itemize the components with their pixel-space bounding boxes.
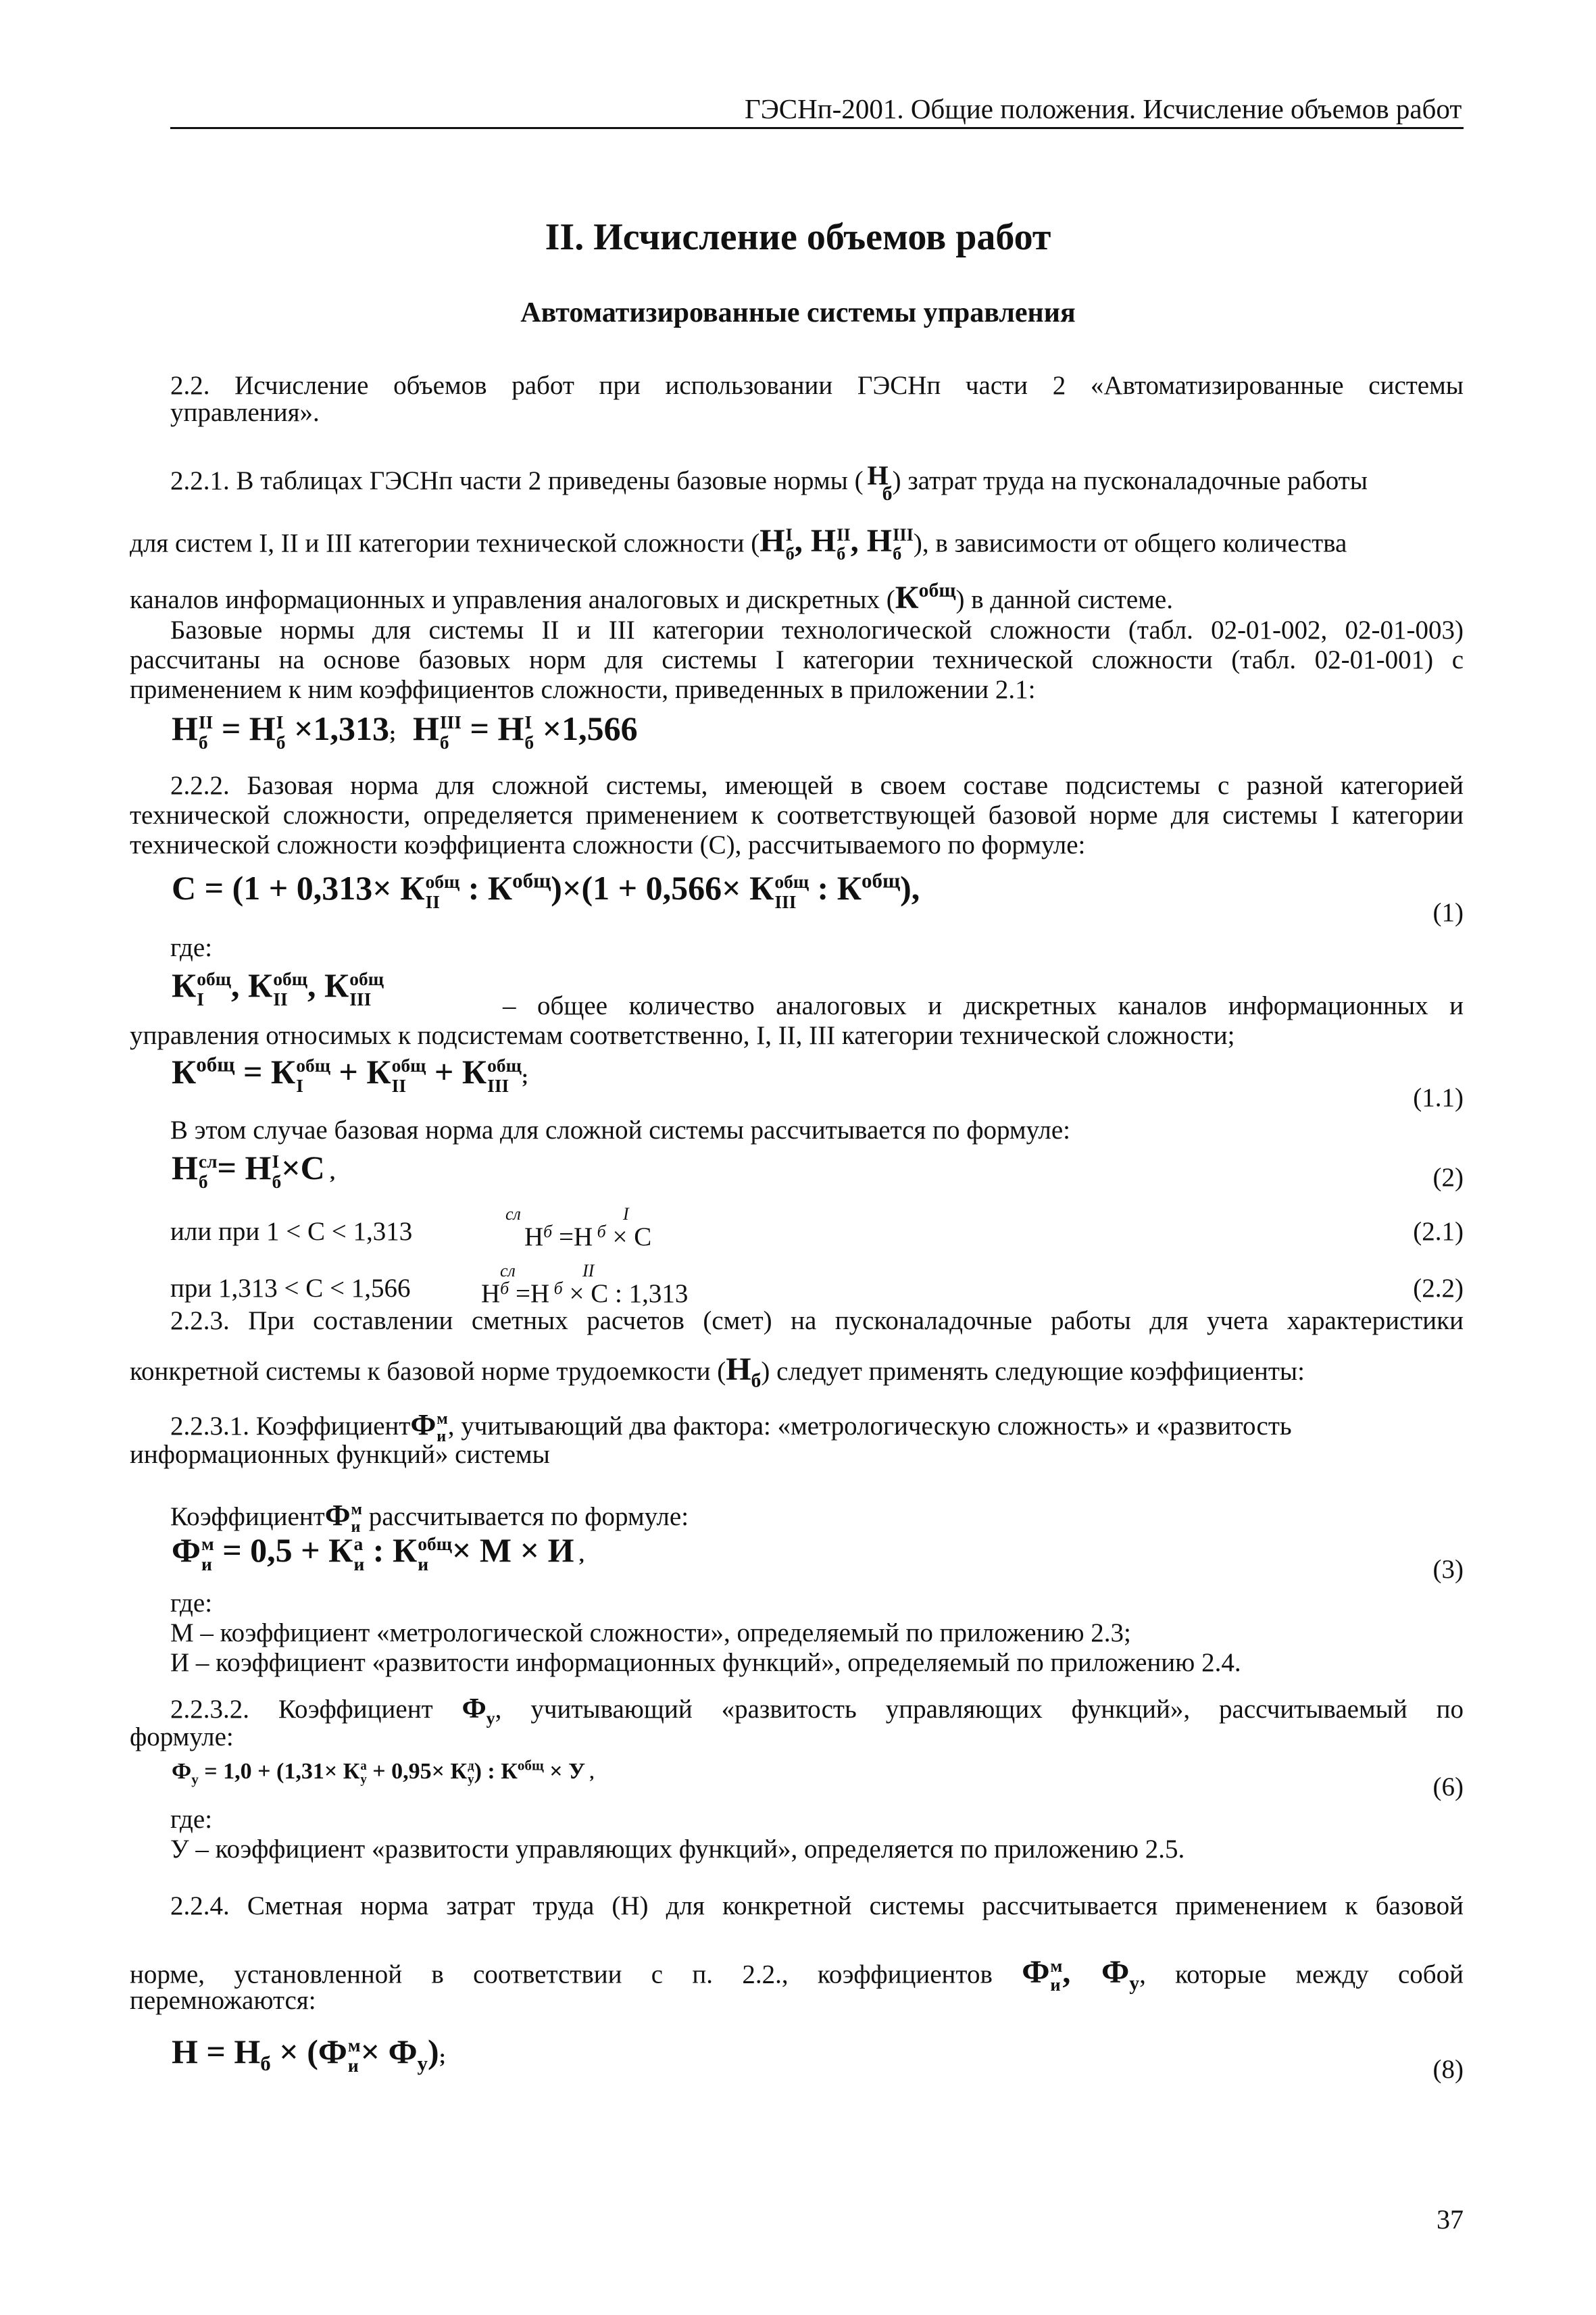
eq22-number: (2.2) bbox=[1413, 1274, 1464, 1303]
eq3-number: (3) bbox=[1432, 1555, 1464, 1584]
p2232-line2: формуле: bbox=[130, 1722, 234, 1751]
running-header: ГЭСНп-2001. Общие положения. Исчисление объемов работ bbox=[745, 93, 1462, 124]
formula-6: $Ф_у = 1,0 + (1,31\times К$ а у + 0,95× К д у ) : $К^{общ} \times У$ , bbox=[172, 1757, 595, 1787]
p221-line1 bbox=[170, 462, 1368, 504]
eq22-condition: при 1,313 < С < 1,566 bbox=[170, 1274, 411, 1303]
p222-line2: технической сложности, определяется применением к соответствующей базовой норме для системы I категории bbox=[130, 801, 1464, 830]
eq22-sup-b: II bbox=[582, 1261, 595, 1280]
p224-line1: 2.2.4. Сметная норма затрат труда (Н) для конкретной системы рассчитывается применением к базовой bbox=[170, 1891, 1464, 1920]
section-title: II. Исчисление объемов работ bbox=[545, 216, 1051, 258]
complex-system-text: В этом случае базовая норма для сложной системы рассчитывается по формуле: bbox=[170, 1116, 1070, 1145]
formula-3: Ф м и = 0,5 + К а и : К общ и × М × И , bbox=[172, 1531, 584, 1574]
p224-text-a: норме, установленной в соответствии с п. 2.2., коэффициентов bbox=[130, 1960, 993, 1989]
p221-line2 bbox=[130, 523, 1347, 564]
formula-base-norms: Н II б = Н I б ×1,313; Н III б = Н I б ×1,566 bbox=[172, 710, 638, 753]
p223-text-a: конкретной системы к базовой норме трудоемкости ( bbox=[130, 1357, 726, 1386]
eq11-number: (1.1) bbox=[1413, 1083, 1464, 1112]
fi-u-symbol: $Ф_у$ bbox=[462, 1693, 495, 1728]
eq1-part-e: ), bbox=[900, 869, 920, 907]
eq1-part-b: : К bbox=[459, 869, 513, 907]
eq6-number: (6) bbox=[1432, 1772, 1464, 1801]
hb-norm-symbol: $Н_б$ bbox=[726, 1351, 762, 1392]
eq22-tail: × С : 1,313 bbox=[569, 1279, 689, 1308]
def-u: У – коэффициент «развитости управляющих функций», определяется по приложению 2.5. bbox=[170, 1835, 1185, 1864]
page-number: 37 bbox=[1437, 2204, 1464, 2235]
eq21-number: (2.1) bbox=[1413, 1217, 1464, 1246]
where-3: где: bbox=[170, 1589, 213, 1618]
eq22-sup-a: сл bbox=[500, 1261, 516, 1280]
p222-line1: 2.2.2. Базовая норма для сложной системы, имеющей в своем составе подсистемы с разной категорией bbox=[170, 771, 1464, 800]
p2232-line1 bbox=[170, 1693, 1464, 1728]
base-line2: рассчитаны на основе базовых норм для системы I категории технической сложности (табл. 02-01-001) с bbox=[130, 645, 1464, 674]
p2232-text-a: 2.2.3.2. Коэффициент bbox=[170, 1695, 433, 1724]
formula-2: Н сл б = Н I б ×С , bbox=[172, 1149, 335, 1192]
def-m: М – коэффициент «метрологической сложности», определяемый по приложению 2.3; bbox=[170, 1618, 1131, 1647]
eq1-part-a: С = (1 + 0,313× К bbox=[172, 869, 425, 907]
eq2-number: (2) bbox=[1432, 1163, 1464, 1192]
eq21-expr-text: =Н bbox=[559, 1222, 593, 1251]
eq22-expr: $Н^б =Н$ $^б$ × С : 1,313 bbox=[481, 1278, 689, 1308]
formula-1-1: $К^{общ} = К$ общ I + К общ II + К общ III ; bbox=[172, 1052, 528, 1096]
eq21-sup-b: I bbox=[623, 1204, 629, 1224]
eq1-part-d: : К bbox=[809, 869, 862, 907]
fi-m-symbol-2: Ф м и bbox=[324, 1499, 362, 1536]
p221-text-c: для систем I, II и III категории технической сложности ( bbox=[130, 528, 760, 558]
eq21-sup-a: сл bbox=[505, 1204, 521, 1224]
header-rule bbox=[170, 127, 1464, 129]
p221-text-f: ) в данной системе. bbox=[955, 585, 1173, 614]
p223-line1: 2.2.3. При составлении сметных расчетов (смет) на пусконаладочные работы для учета характеристики bbox=[170, 1306, 1464, 1335]
fi-pair-symbol: Ф м и , $Ф_у$ bbox=[1022, 1954, 1140, 1995]
p2232-text-b: , учитывающий «развитость управляющих функций», рассчитываемый по bbox=[495, 1695, 1464, 1724]
eq1-number: (1) bbox=[1432, 898, 1464, 927]
formula-1: С = (1 + 0,313× К общ II : $К^{общ})\times(1 + 0,566\times К$ общ III : $К^{общ}$), bbox=[172, 868, 920, 912]
p223-text-b: ) следует применять следующие коэффициенты: bbox=[761, 1357, 1305, 1386]
p2231-calc-b: рассчитывается по формуле: bbox=[368, 1502, 689, 1531]
eq21-tail: × С bbox=[612, 1222, 652, 1251]
hb-symbol: Н б bbox=[867, 460, 893, 505]
k-total-symbol: $К^{общ}$ bbox=[895, 579, 956, 616]
kdef-line2: управления относимых к подсистемам соответственно, I, II, III категории технической сложности; bbox=[130, 1021, 1235, 1050]
hb-categories-symbol: Н I б , Н II б , Н III б bbox=[759, 523, 914, 564]
k-components-symbol: К общ I , К общ II , К общ III bbox=[172, 966, 384, 1010]
p2231-text-a: 2.2.3.1. Коэффициент bbox=[170, 1412, 411, 1441]
p224-text-b: , которые между собой bbox=[1139, 1960, 1464, 1989]
p221-text-b: ) затрат труда на пусконаладочные работы bbox=[892, 466, 1368, 495]
section-subtitle: Автоматизированные системы управления bbox=[520, 297, 1076, 328]
p2231-calc-a: Коэффициент bbox=[170, 1502, 325, 1531]
where-1: где: bbox=[170, 933, 213, 962]
p221-line3 bbox=[130, 579, 1173, 616]
eq3-text: = 0,5 + К bbox=[222, 1531, 353, 1569]
p221-text-d: ), в зависимости от общего количества bbox=[913, 528, 1347, 558]
p224-line3: перемножаются: bbox=[130, 1986, 316, 2015]
def-i: И – коэффициент «развитости информационных функций», определяемый по приложению 2.4. bbox=[170, 1648, 1241, 1677]
eq8-number: (8) bbox=[1432, 2055, 1464, 2084]
eq21-expr: $Н^б =Н$ $^б$ × С bbox=[524, 1222, 652, 1251]
p223-line2 bbox=[130, 1351, 1305, 1392]
coef-iii: 1,566 bbox=[562, 710, 638, 747]
where-6: где: bbox=[170, 1805, 213, 1834]
p22-line1: 2.2. Исчисление объемов работ при использовании ГЭСНп части 2 «Автоматизированные системы bbox=[170, 371, 1464, 400]
p22-line2: управления». bbox=[170, 398, 320, 427]
fi-m-symbol: Ф м и bbox=[410, 1408, 448, 1445]
p221-text-a: 2.2.1. В таблицах ГЭСНп части 2 приведены базовые нормы ( bbox=[170, 466, 864, 495]
p224-line2 bbox=[130, 1954, 1464, 1995]
coef-ii: 1,313 bbox=[313, 710, 389, 747]
p221-text-e: каналов информационных и управления аналоговых и дискретных ( bbox=[130, 585, 895, 614]
eq22-expr-text: =Н bbox=[516, 1279, 550, 1308]
eq21-condition: или при 1 < С < 1,313 bbox=[170, 1217, 413, 1246]
base-line3: применением к ним коэффициентов сложности, приведенных в приложении 2.1: bbox=[130, 675, 1036, 704]
formula-8: $Н = Н_б \times (Ф$ м и × $Ф_у$); bbox=[172, 2033, 446, 2076]
eq1-part-c: )×(1 + 0,566× К bbox=[551, 869, 774, 907]
base-line1: Базовые нормы для системы II и III категории технологической сложности (табл. 02-01-002, 02-01-003) bbox=[170, 616, 1464, 645]
kdef-line1: – общее количество аналоговых и дискретных каналов информационных и bbox=[503, 991, 1464, 1020]
p2231-line2: информационных функций» системы bbox=[130, 1440, 550, 1469]
p2231-text-b: , учитывающий два фактора: «метрологическую сложность» и «развитость bbox=[447, 1412, 1292, 1441]
p222-line3: технической сложности коэффициента сложности (С), рассчитываемого по формуле: bbox=[130, 830, 1086, 860]
